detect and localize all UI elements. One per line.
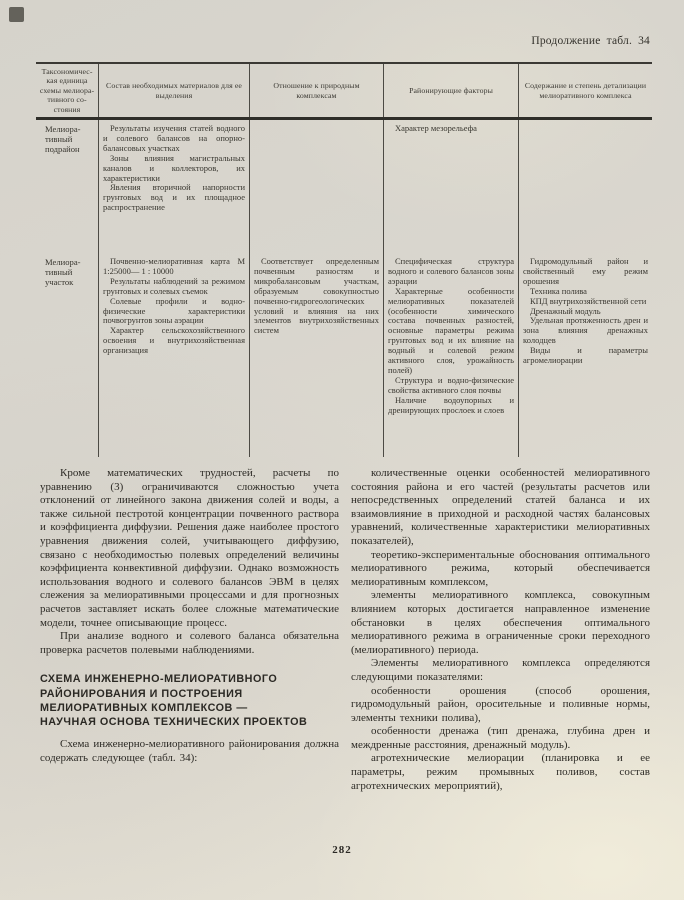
- paragraph: теоретико-экспериментальные обоснования оптимального мелиоративного режима, который обеспечивается мелиоративным комплексом,: [351, 548, 650, 588]
- paragraph: Структура и водно-физические свойства активного слоя почвы: [388, 374, 514, 395]
- paragraph: Дренажный модуль: [530, 305, 601, 316]
- cell-row2-detail: [518, 253, 652, 457]
- page-number: 282: [332, 844, 352, 856]
- paragraph: КПД внутрихозяйственной сети: [530, 295, 647, 306]
- paragraph: Наличие водоупорных и дренирующих прослоек и слоев: [388, 394, 514, 415]
- paragraph: Элементы мелиоративного комплекса определяются следующими показателями:: [351, 657, 650, 683]
- paragraph: МЕЛИОРАТИВНЫХ КОМПЛЕКСОВ —: [40, 701, 248, 714]
- paragraph: Явления вторичной напорности грунтовых вод и их площадное распространение: [103, 182, 245, 213]
- paragraph: Специфическая структура водного и солевого балансов зоны аэрации: [388, 256, 514, 286]
- cell-row2-materials: [98, 253, 249, 457]
- paragraph: элементы мелиоративного комплекса, совокупным влиянием которых достигается направленное изменение обстановки в целях обеспечения оптимального мелиоративного режима в ограниченные сроки переходного (мелиоративного) периода.: [351, 589, 650, 656]
- paragraph: агротехнические мелиорации (планировка и ее параметры, режим промывных поливов, состав агротехнических мероприятий),: [351, 752, 650, 792]
- table-body: [36, 120, 652, 457]
- paragraph: особенности дренажа (тип дренажа, глубина дрен и междренные расстояния, дренажный модуль).: [351, 725, 650, 751]
- paragraph: Техника полива: [530, 285, 587, 296]
- paragraph: Солевые профили и водно-физические характеристики почвогрунтов зоны аэрации: [103, 295, 245, 326]
- paragraph: Кроме математических трудностей, расчеты по уравнению (3) ограничиваются сложностью учета отклонений от линейного закона движения солей и воды, а также сильной пестротой концентрации почвенного раствора и коэффициента диффузии. Решения даже наиболее простого уравнения движения солей, учитывающего диффузию, связано с необходимостью полевых определений величины коэффициента конвективной диффузии. Однако возможность использования водного и солевого балансов ЭВМ в целях слежения за мелиоративными процессами и для прогнозных расчетов заставляет искать более сложные математические модели, точнее описывающие процесс.: [40, 467, 339, 629]
- paragraph: особенности орошения (способ орошения, гидромодульный район, оросительные и поливные нормы, элементы техники полива),: [351, 684, 650, 724]
- cell-row2-relation: [249, 253, 383, 457]
- paragraph: Соответствует определенным почвенным разностям и микробалансовым участкам, образуемым совокупностью почвенно-гидрогеологических условий и влияния на них элементов внутрихозяйственных систем: [254, 256, 379, 336]
- paragraph: Почвенно-мелиоративная карта М 1:25000— 1 : 10000: [103, 256, 245, 276]
- table-continuation-caption: Продолжение табл. 34: [531, 35, 650, 47]
- column-header-materials: Состав необходимых материалов для ее выделения: [98, 64, 249, 117]
- column-header-factors: Районирующие факторы: [383, 64, 518, 117]
- column-header-taxonomic-unit: Таксономическая единица схемы мелиоративного состояния: [39, 66, 95, 114]
- unit-label: Мелиоративный подрайон: [45, 124, 81, 154]
- right-column: [351, 467, 650, 793]
- two-column-text: [40, 467, 650, 793]
- cell-row1-relation: [249, 120, 383, 253]
- paragraph: Характерные особенности мелиоративных показателей (особенности химического состава почвенных разностей, основные параметры режима грунтовых вод и их влияние на водный и солевой режим активного слоя, урожайность полей): [388, 285, 514, 375]
- cell-row1-factors: [383, 120, 518, 253]
- paragraph: Схема инженерно-мелиоративного районирования должна содержать следующее (табл. 34):: [40, 738, 339, 764]
- paragraph: Характер сельскохозяйственного освоения и внутрихозяйственная организация: [103, 325, 245, 356]
- paragraph: Гидромодульный район и свойственный ему режим орошения: [523, 256, 648, 286]
- paragraph: СХЕМА ИНЖЕНЕРНО-МЕЛИОРАТИВНОГО: [40, 673, 278, 686]
- left-column: [40, 467, 339, 793]
- paragraph: РАЙОНИРОВАНИЯ И ПОСТРОЕНИЯ: [40, 687, 243, 700]
- paragraph: НАУЧНАЯ ОСНОВА ТЕХНИЧЕСКИХ ПРОЕКТОВ: [40, 715, 308, 728]
- column-header-detail: Содержание и степень детализации мелиоративного комплекса: [518, 64, 652, 117]
- table-header-row: [36, 64, 652, 120]
- scan-artifact: [9, 7, 24, 22]
- column-header-relation: Отношение к природным комплексам: [249, 64, 383, 117]
- cell-row2-unit: [36, 253, 98, 457]
- right-column-paragraphs: [351, 467, 650, 793]
- paragraph: количественные оценки особенностей мелиоративного состояния района и его частей (результаты расчетов или непосредственных определений статей баланса и их взаимовлияние в приходной и расходной частях балансовых уравнений, количественные характеристики мелиоративных показателей),: [351, 467, 650, 547]
- cell-row2-factors: [383, 253, 518, 457]
- paragraph: Результаты изучения статей водного и солевого балансов на опорно-балансовых участках: [103, 123, 245, 153]
- unit-label: Мелиоративный участок: [45, 257, 81, 287]
- cell-row1-materials: [98, 120, 249, 253]
- paragraph: Характер мезорельефа: [395, 123, 477, 133]
- paragraph: При анализе водного и солевого баланса обязательна проверка расчетов полевыми наблюдениями.: [40, 630, 339, 656]
- paragraph: Результаты наблюдений за режимом грунтовых и солевых съемок: [103, 275, 245, 296]
- paragraph: Виды и параметры агромелиорации: [523, 345, 648, 366]
- paragraph: Удельная протяженность дрен и зона влияния дренажных колодцев: [523, 315, 648, 346]
- cell-row1-detail: [518, 120, 652, 253]
- section-heading: [40, 672, 339, 729]
- table-34: [36, 62, 652, 457]
- cell-row1-unit: [36, 120, 98, 253]
- left-column-paragraphs-bottom: [40, 738, 339, 765]
- left-column-paragraphs: [40, 467, 339, 657]
- paragraph: Зоны влияния магистральных каналов и коллекторов, их характеристики: [103, 152, 245, 183]
